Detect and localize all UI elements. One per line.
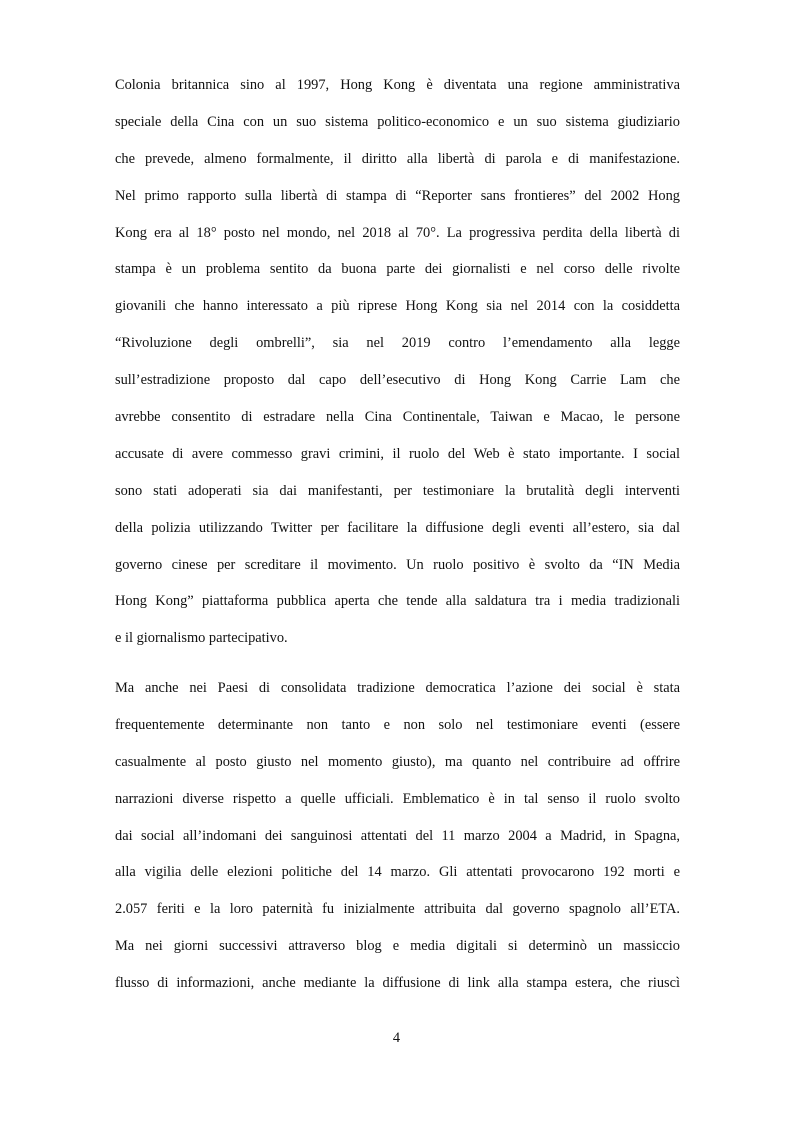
text-line: Ma nei giorni successivi attraverso blog e media digitali si determinò un massiccio: [115, 938, 680, 955]
text-line: Ma anche nei Paesi di consolidata tradizione democratica l’azione dei social è stata: [115, 680, 680, 696]
text-line: governo cinese per screditare il movimento. Un ruolo positivo è svolto da “IN Media: [115, 556, 680, 573]
text-line: sull’estradizione proposto dal capo dell’esecutivo di Hong Kong Carrie Lam che: [115, 372, 680, 389]
text-line: Colonia britannica sino al 1997, Hong Kong è diventata una regione amministrativa: [115, 77, 680, 93]
text-line: della polizia utilizzando Twitter per facilitare la diffusione degli eventi all’estero, sia dal: [115, 519, 680, 536]
page-number: 4: [392, 1030, 401, 1046]
text-line: dai social all’indomani dei sanguinosi attentati del 11 marzo 2004 a Madrid, in Spagna,: [115, 827, 680, 844]
paragraph-hong-kong: [115, 73, 680, 663]
text-line: 2.057 feriti e la loro paternità fu inizialmente attribuita dal governo spagnolo all’ETA.: [115, 901, 680, 918]
text-line: frequentemente determinante non tanto e non solo nel testimoniare eventi (essere: [115, 716, 680, 733]
text-line: casualmente al posto giusto nel momento giusto), ma quanto nel contribuire ad offrire: [115, 753, 680, 770]
text-line: e il giornalismo partecipativo.: [115, 630, 288, 647]
text-line: Kong era al 18° posto nel mondo, nel 2018 al 70°. La progressiva perdita della libertà di: [115, 224, 680, 241]
text-line: giovanili che hanno interessato a più riprese Hong Kong sia nel 2014 con la cosiddetta: [115, 298, 680, 315]
text-line: alla vigilia delle elezioni politiche del 14 marzo. Gli attentati provocarono 192 morti e: [115, 864, 680, 881]
text-line: flusso di informazioni, anche mediante la diffusione di link alla stampa estera, che riuscì: [115, 975, 680, 992]
text-line: accusate di avere commesso gravi crimini, il ruolo del Web è stato importante. I social: [115, 445, 680, 462]
text-line: Hong Kong” piattaforma pubblica aperta che tende alla saldatura tra i media tradizionali: [115, 593, 680, 610]
text-line: narrazioni diverse rispetto a quelle ufficiali. Emblematico è in tal senso il ruolo svolto: [115, 790, 680, 807]
text-line: stampa è un problema sentito da buona parte dei giornalisti e nel corso delle rivolte: [115, 261, 680, 278]
text-line: “Rivoluzione degli ombrelli”, sia nel 2019 contro l’emendamento alla legge: [115, 335, 680, 352]
text-line: sono stati adoperati sia dai manifestanti, per testimoniare la brutalità degli interventi: [115, 482, 680, 499]
text-line: speciale della Cina con un suo sistema politico-economico e un suo sistema giudiziario: [115, 113, 680, 130]
text-line: Nel primo rapporto sulla libertà di stampa di “Reporter sans frontieres” del 2002 Hong: [115, 187, 680, 204]
text-line: avrebbe consentito di estradare nella Cina Continentale, Taiwan e Macao, le persone: [115, 409, 680, 426]
text-line: che prevede, almeno formalmente, il diritto alla libertà di parola e di manifestazione.: [115, 150, 680, 167]
paragraph-madrid: [115, 676, 680, 1008]
